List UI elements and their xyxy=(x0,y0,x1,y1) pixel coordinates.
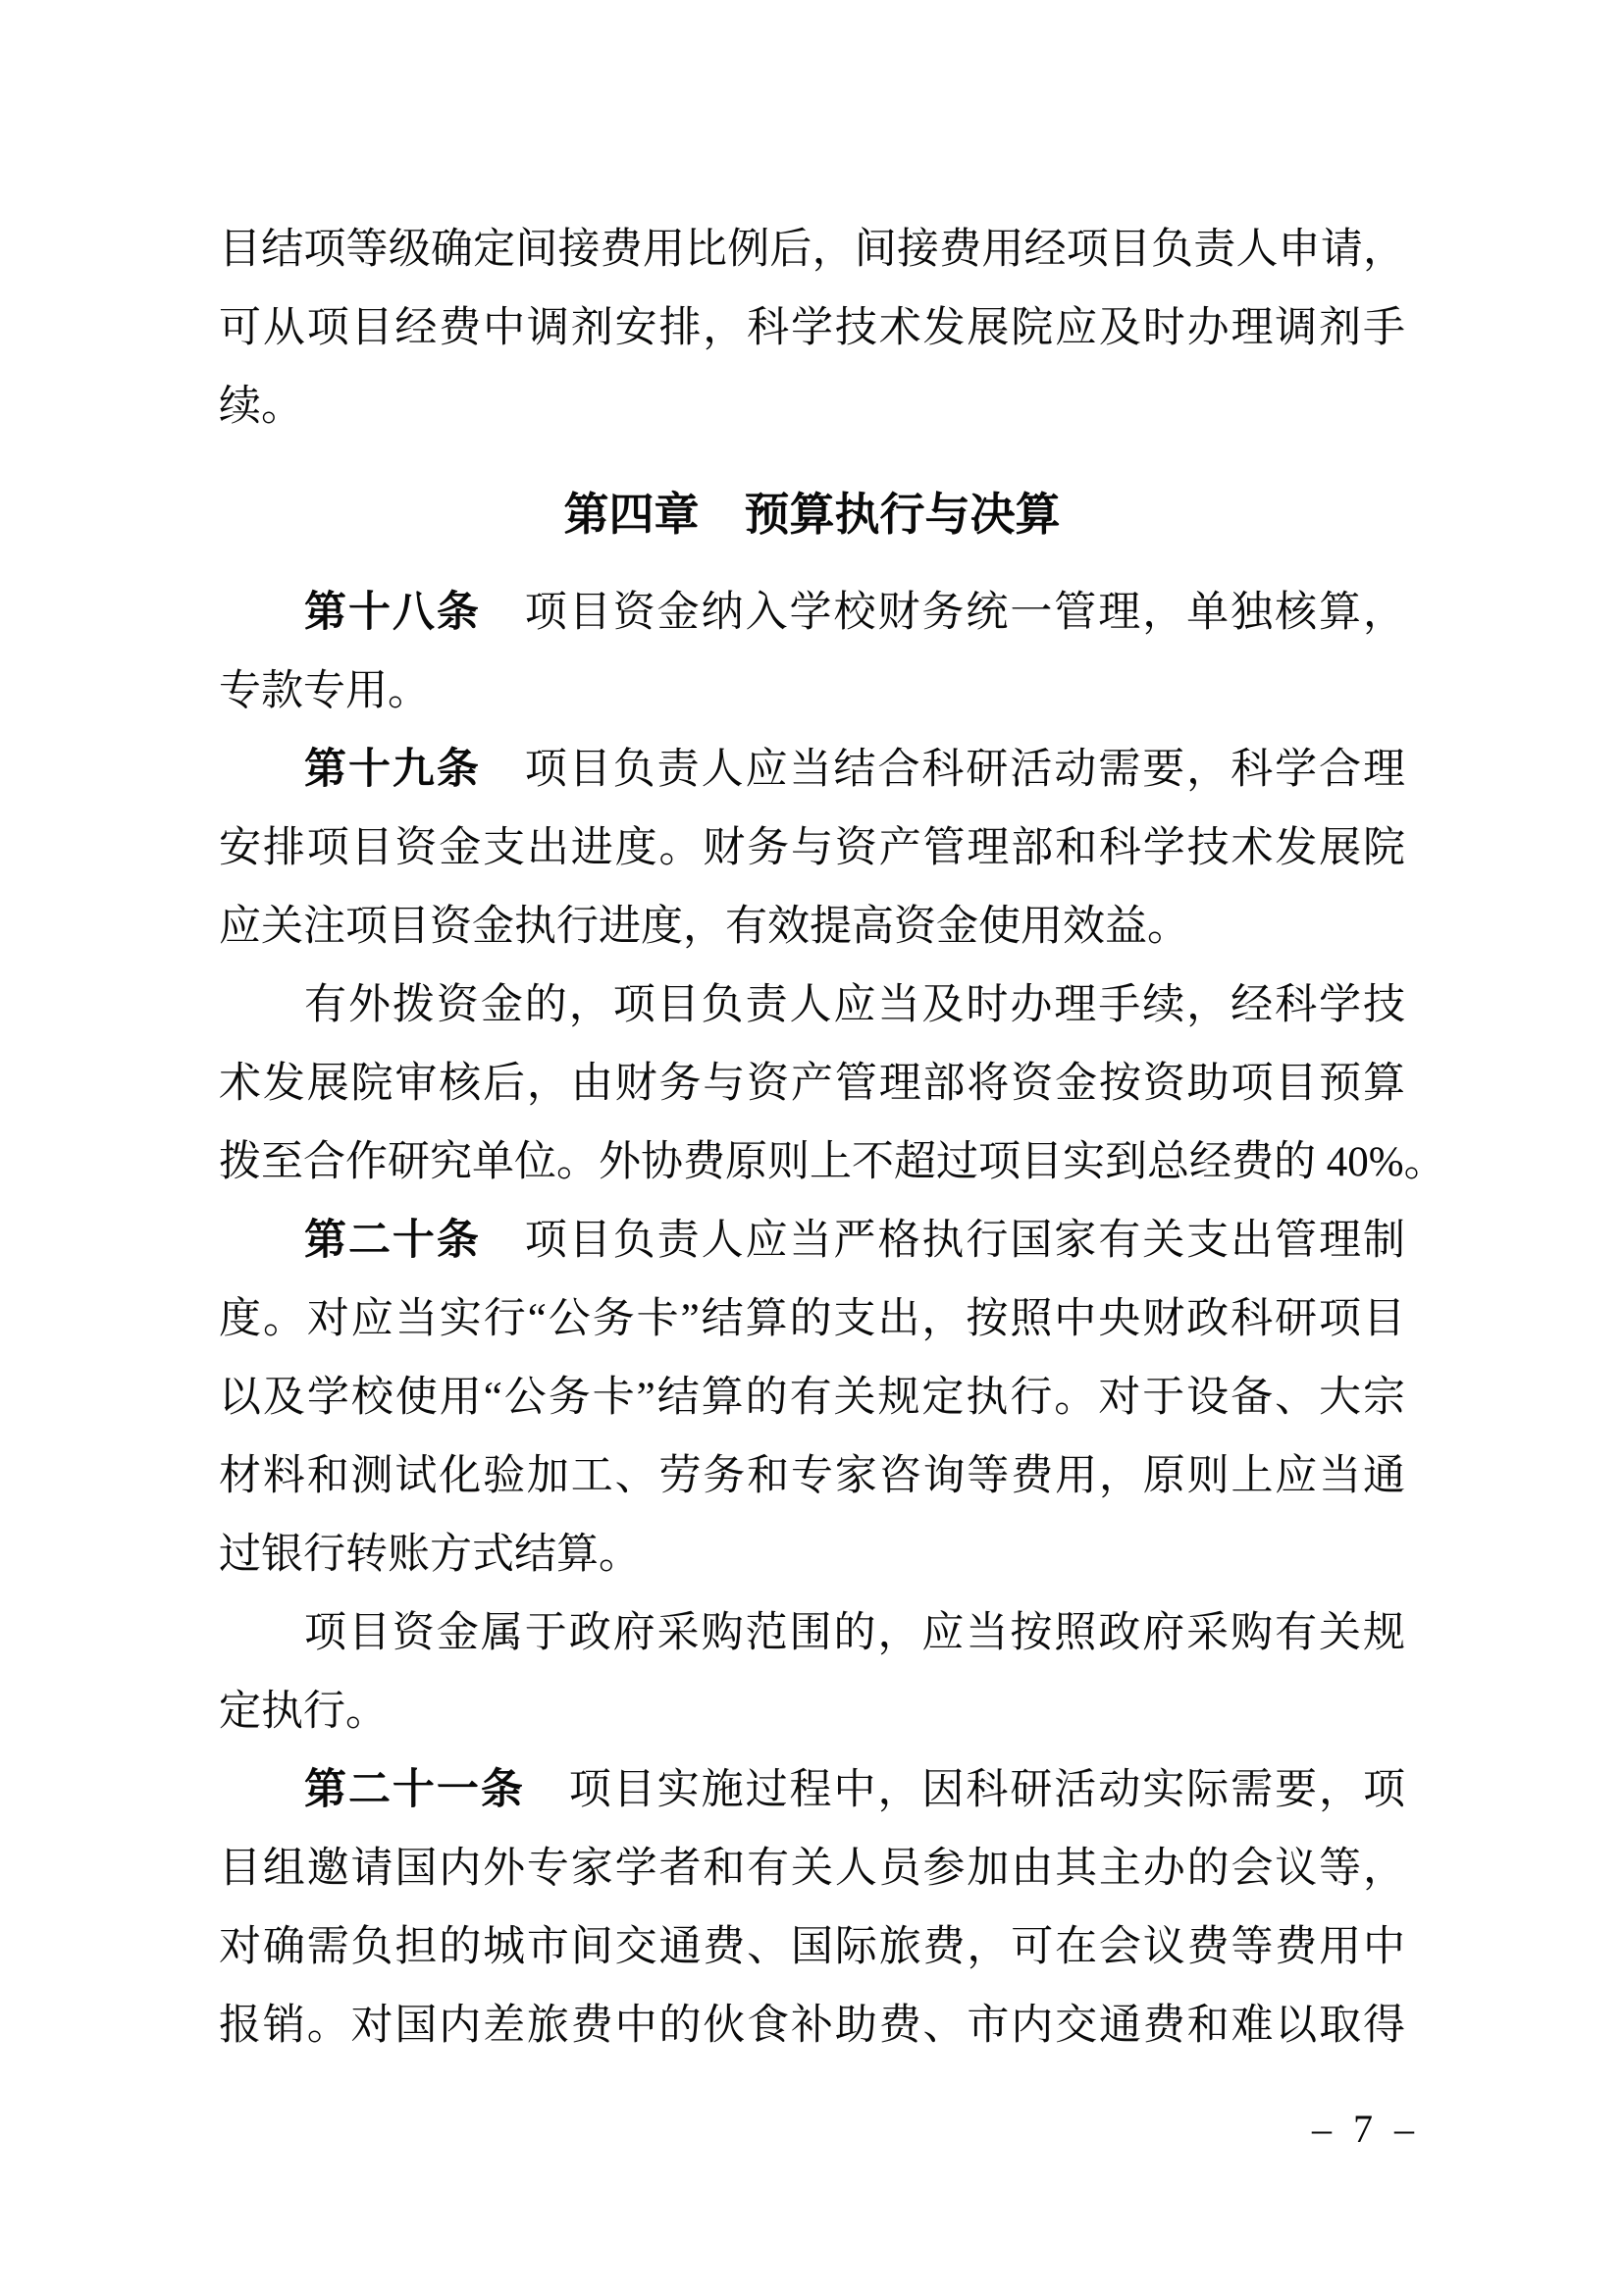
document-line: 项目资金属于政府采购范围的，应当按照政府采购有关规 xyxy=(304,1610,1405,1656)
document-line: 对确需负担的城市间交通费、国际旅费，可在会议费等费用中 xyxy=(219,1924,1405,1970)
document-line: 安排项目资金支出进度。财务与资产管理部和科学技术发展院 xyxy=(219,825,1405,871)
document-body xyxy=(219,211,1446,2065)
article-number: 第十九条 xyxy=(304,747,481,793)
document-line: 第二十一条 项目实施过程中，因科研活动实际需要，项 xyxy=(304,1767,1406,1813)
document-line: 专款专用。 xyxy=(219,668,430,714)
article-number: 第二十条 xyxy=(304,1218,481,1264)
document-line: 度。对应当实行“公务卡”结算的支出，按照中央财政科研项目 xyxy=(219,1296,1405,1342)
document-line: 术发展院审核后，由财务与资产管理部将资金按资助项目预算 xyxy=(219,1061,1405,1107)
document-line: 第二十条 项目负责人应当严格执行国家有关支出管理制 xyxy=(304,1218,1406,1264)
document-line: 报销。对国内差旅费中的伙食补助费、市内交通费和难以取得 xyxy=(219,2003,1405,2049)
document-line: 定执行。 xyxy=(219,1689,388,1735)
chapter-heading: 第四章 预算执行与决算 xyxy=(563,490,1061,540)
article-number: 第十八条 xyxy=(304,590,481,636)
document-line: 续。 xyxy=(219,384,303,430)
document-line: 目结项等级确定间接费用比例后，间接费用经项目负责人申请， xyxy=(219,227,1405,273)
document-line: 目组邀请国内外专家学者和有关人员参加由其主办的会议等， xyxy=(219,1846,1405,1892)
page-number: – 7 – xyxy=(1312,2107,1420,2151)
document-line: 可从项目经费中调剂安排，科学技术发展院应及时办理调剂手 xyxy=(219,305,1405,351)
article-number: 第二十一条 xyxy=(304,1767,525,1813)
document-line: 拨至合作研究单位。外协费原则上不超过项目实到总经费的 40%。 xyxy=(219,1139,1446,1185)
document-line: 过银行转账方式结算。 xyxy=(219,1532,641,1578)
document-line: 应关注项目资金执行进度，有效提高资金使用效益。 xyxy=(219,904,1189,950)
document-line: 以及学校使用“公务卡”结算的有关规定执行。对于设备、大宗 xyxy=(219,1375,1405,1421)
document-line: 第十九条 项目负责人应当结合科研活动需要，科学合理 xyxy=(304,747,1406,793)
document-line: 有外拨资金的，项目负责人应当及时办理手续，经科学技 xyxy=(304,982,1405,1028)
document-line: 材料和测试化验加工、劳务和专家咨询等费用，原则上应当通 xyxy=(219,1453,1405,1499)
document-line: 第十八条 项目资金纳入学校财务统一管理，单独核算， xyxy=(304,590,1406,636)
